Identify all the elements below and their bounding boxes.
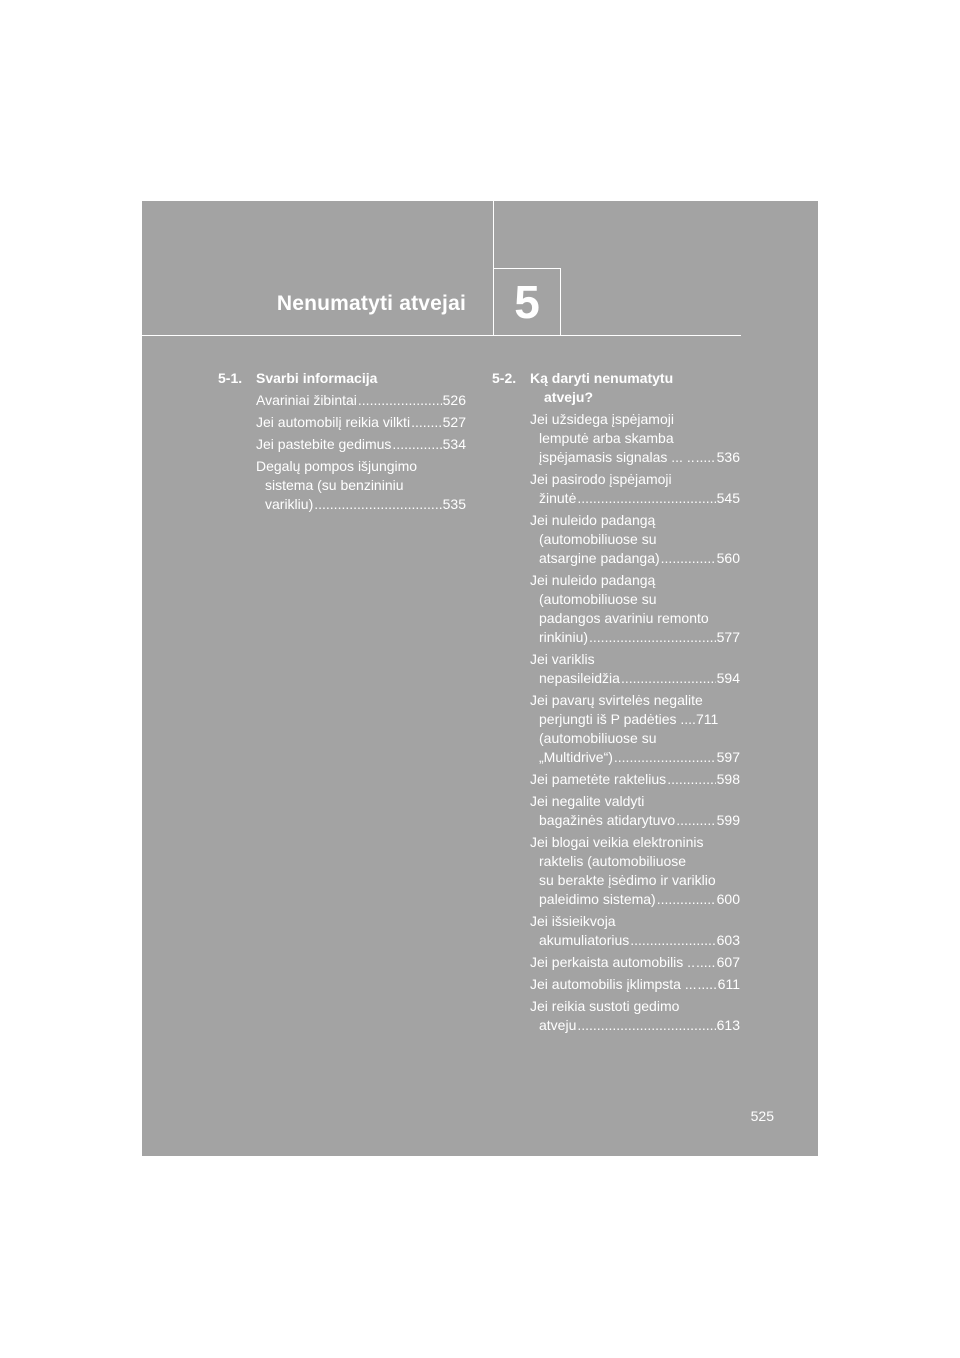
toc-entry-text: Avariniai žibintai [256, 392, 357, 408]
dot-leader [314, 495, 441, 514]
chapter-title: Nenumatyti atvejai [276, 292, 466, 315]
toc-entry-text: atveju [539, 1017, 577, 1033]
toc-entry-text: Jei blogai veikia elektroninis [530, 834, 704, 850]
dot-leader [630, 931, 715, 950]
toc-entry-page: 560 [716, 550, 740, 566]
toc-entry-page: 536 [716, 449, 740, 465]
toc-entry[interactable] [256, 391, 466, 410]
toc-entry-text: padangos avariniu remonto [539, 610, 709, 626]
toc-entry-page: 611 [717, 976, 740, 992]
toc-entry-text: Jei automobilį reikia vilkti [256, 414, 411, 430]
toc-entry[interactable] [530, 833, 740, 909]
toc-entry-text: akumuliatorius [539, 932, 630, 948]
toc-entry[interactable] [256, 435, 466, 454]
toc-entry-page: 607 [716, 954, 740, 970]
dot-leader [411, 413, 442, 432]
toc-entry-text: įspėjamasis signalas ... .. [539, 449, 695, 465]
toc-entry-text: „Multidrive“) [539, 749, 613, 765]
toc-entry-text: Jei pasirodo įspėjamoji [530, 471, 672, 487]
toc-entry[interactable] [530, 571, 740, 647]
toc-entry[interactable] [530, 410, 740, 467]
section-title: Ką daryti nenumatytu [530, 370, 674, 386]
toc-entry-page: 594 [716, 670, 740, 686]
toc-entry-text: rinkiniu) [539, 629, 589, 645]
toc-entry-text: Jei nuleido padangą [530, 572, 656, 588]
toc-entry-text: (automobiliuose su [539, 730, 657, 746]
toc-entry-page: 603 [716, 932, 740, 948]
toc-entry[interactable] [530, 511, 740, 568]
header-horizontal-rule [142, 335, 741, 336]
toc-entry[interactable] [530, 997, 740, 1035]
toc-entry-text: Jei negalite valdyti [530, 793, 645, 809]
toc-entry-page: 545 [716, 490, 740, 506]
page-number: 525 [750, 1108, 774, 1124]
toc-entry[interactable] [530, 470, 740, 508]
toc-column-right [492, 369, 740, 1038]
dot-leader [661, 549, 716, 568]
toc-entry-text: Jei pavarų svirtelės negalite [530, 692, 703, 708]
toc-entry-text: (automobiliuose su [539, 531, 657, 547]
toc-entry[interactable] [530, 770, 740, 789]
toc-entry-text: sistema (su benzininiu [265, 477, 404, 493]
toc-entry-text: raktelis (automobiliuose [539, 853, 687, 869]
chapter-panel [142, 201, 818, 1156]
dot-leader [358, 391, 442, 410]
toc-entry-text: paleidimo sistema) [539, 891, 656, 907]
toc-entry-page: 599 [716, 812, 740, 828]
dot-leader [698, 975, 717, 994]
toc-entry-text: Jei užsidega įspėjamoji [530, 411, 674, 427]
section-title: atveju? [544, 389, 594, 405]
section-number: 5-1. [218, 370, 243, 386]
toc-entry-page: 534 [442, 436, 466, 452]
toc-entry[interactable] [256, 413, 466, 432]
toc-entry-text: (automobiliuose su [539, 591, 657, 607]
section-heading [492, 369, 740, 407]
toc-entry-text: Jei reikia sustoti gedimo [530, 998, 680, 1014]
dot-leader [667, 770, 715, 789]
chapter-number-box [493, 268, 561, 335]
toc-entry-page: 535 [442, 496, 466, 512]
toc-entry[interactable] [530, 691, 740, 767]
dot-leader [589, 628, 716, 647]
toc-entry-page: 527 [442, 414, 466, 430]
toc-entry-text: lemputė arba skamba [539, 430, 674, 446]
toc-entry-text: Jei nuleido padangą [530, 512, 656, 528]
dot-leader [676, 811, 715, 830]
toc-entry-list [218, 391, 466, 514]
toc-entry-text: nepasileidžia [539, 670, 620, 686]
toc-entry[interactable] [256, 457, 466, 514]
toc-entry-page: 526 [442, 392, 466, 408]
dot-leader [657, 890, 716, 909]
dot-leader [696, 953, 716, 972]
section-number: 5-2. [492, 370, 517, 386]
toc-entry-page: 600 [716, 891, 740, 907]
toc-entry-text: žinutė [539, 490, 577, 506]
toc-entry-text: atsargine padanga) [539, 550, 660, 566]
toc-entry[interactable] [530, 953, 740, 972]
toc-entry[interactable] [530, 975, 740, 994]
toc-entry-text: Jei perkaista automobilis .. [530, 954, 695, 970]
toc-entry[interactable] [530, 792, 740, 830]
dot-leader [696, 448, 716, 467]
toc-entry-page: 598 [716, 771, 740, 787]
toc-entry-text: bagažinės atidarytuvo [539, 812, 676, 828]
toc-entry[interactable] [530, 912, 740, 950]
toc-entry[interactable] [530, 650, 740, 688]
toc-entry-text: perjungti iš P padėties ....711 [539, 711, 719, 727]
toc-entry-text: Degalų pompos išjungimo [256, 458, 418, 474]
dot-leader [614, 748, 716, 767]
toc-entry-text: su berakte įsėdimo ir variklio [539, 872, 716, 888]
dot-leader [577, 489, 715, 508]
toc-entry-page: 597 [716, 749, 740, 765]
toc-entry-text: Jei variklis [530, 651, 595, 667]
toc-entry-list [492, 410, 740, 1035]
dot-leader [392, 435, 441, 454]
dot-leader [621, 669, 716, 688]
toc-entry-text: Jei pastebite gedimus [256, 436, 392, 452]
chapter-number: 5 [514, 276, 540, 328]
toc-entry-page: 613 [716, 1017, 740, 1033]
toc-entry-text: varikliu) [265, 496, 314, 512]
section-title: Svarbi informacija [256, 370, 378, 386]
toc-entry-text: Jei išsieikvoja [530, 913, 616, 929]
toc-entry-page: 577 [716, 629, 740, 645]
toc-entry-text: Jei pametėte raktelius [530, 771, 667, 787]
dot-leader [577, 1016, 715, 1035]
toc-column-left [218, 369, 466, 517]
toc-entry-text: Jei automobilis įklimpsta ... [530, 976, 697, 992]
section-heading [218, 369, 466, 388]
